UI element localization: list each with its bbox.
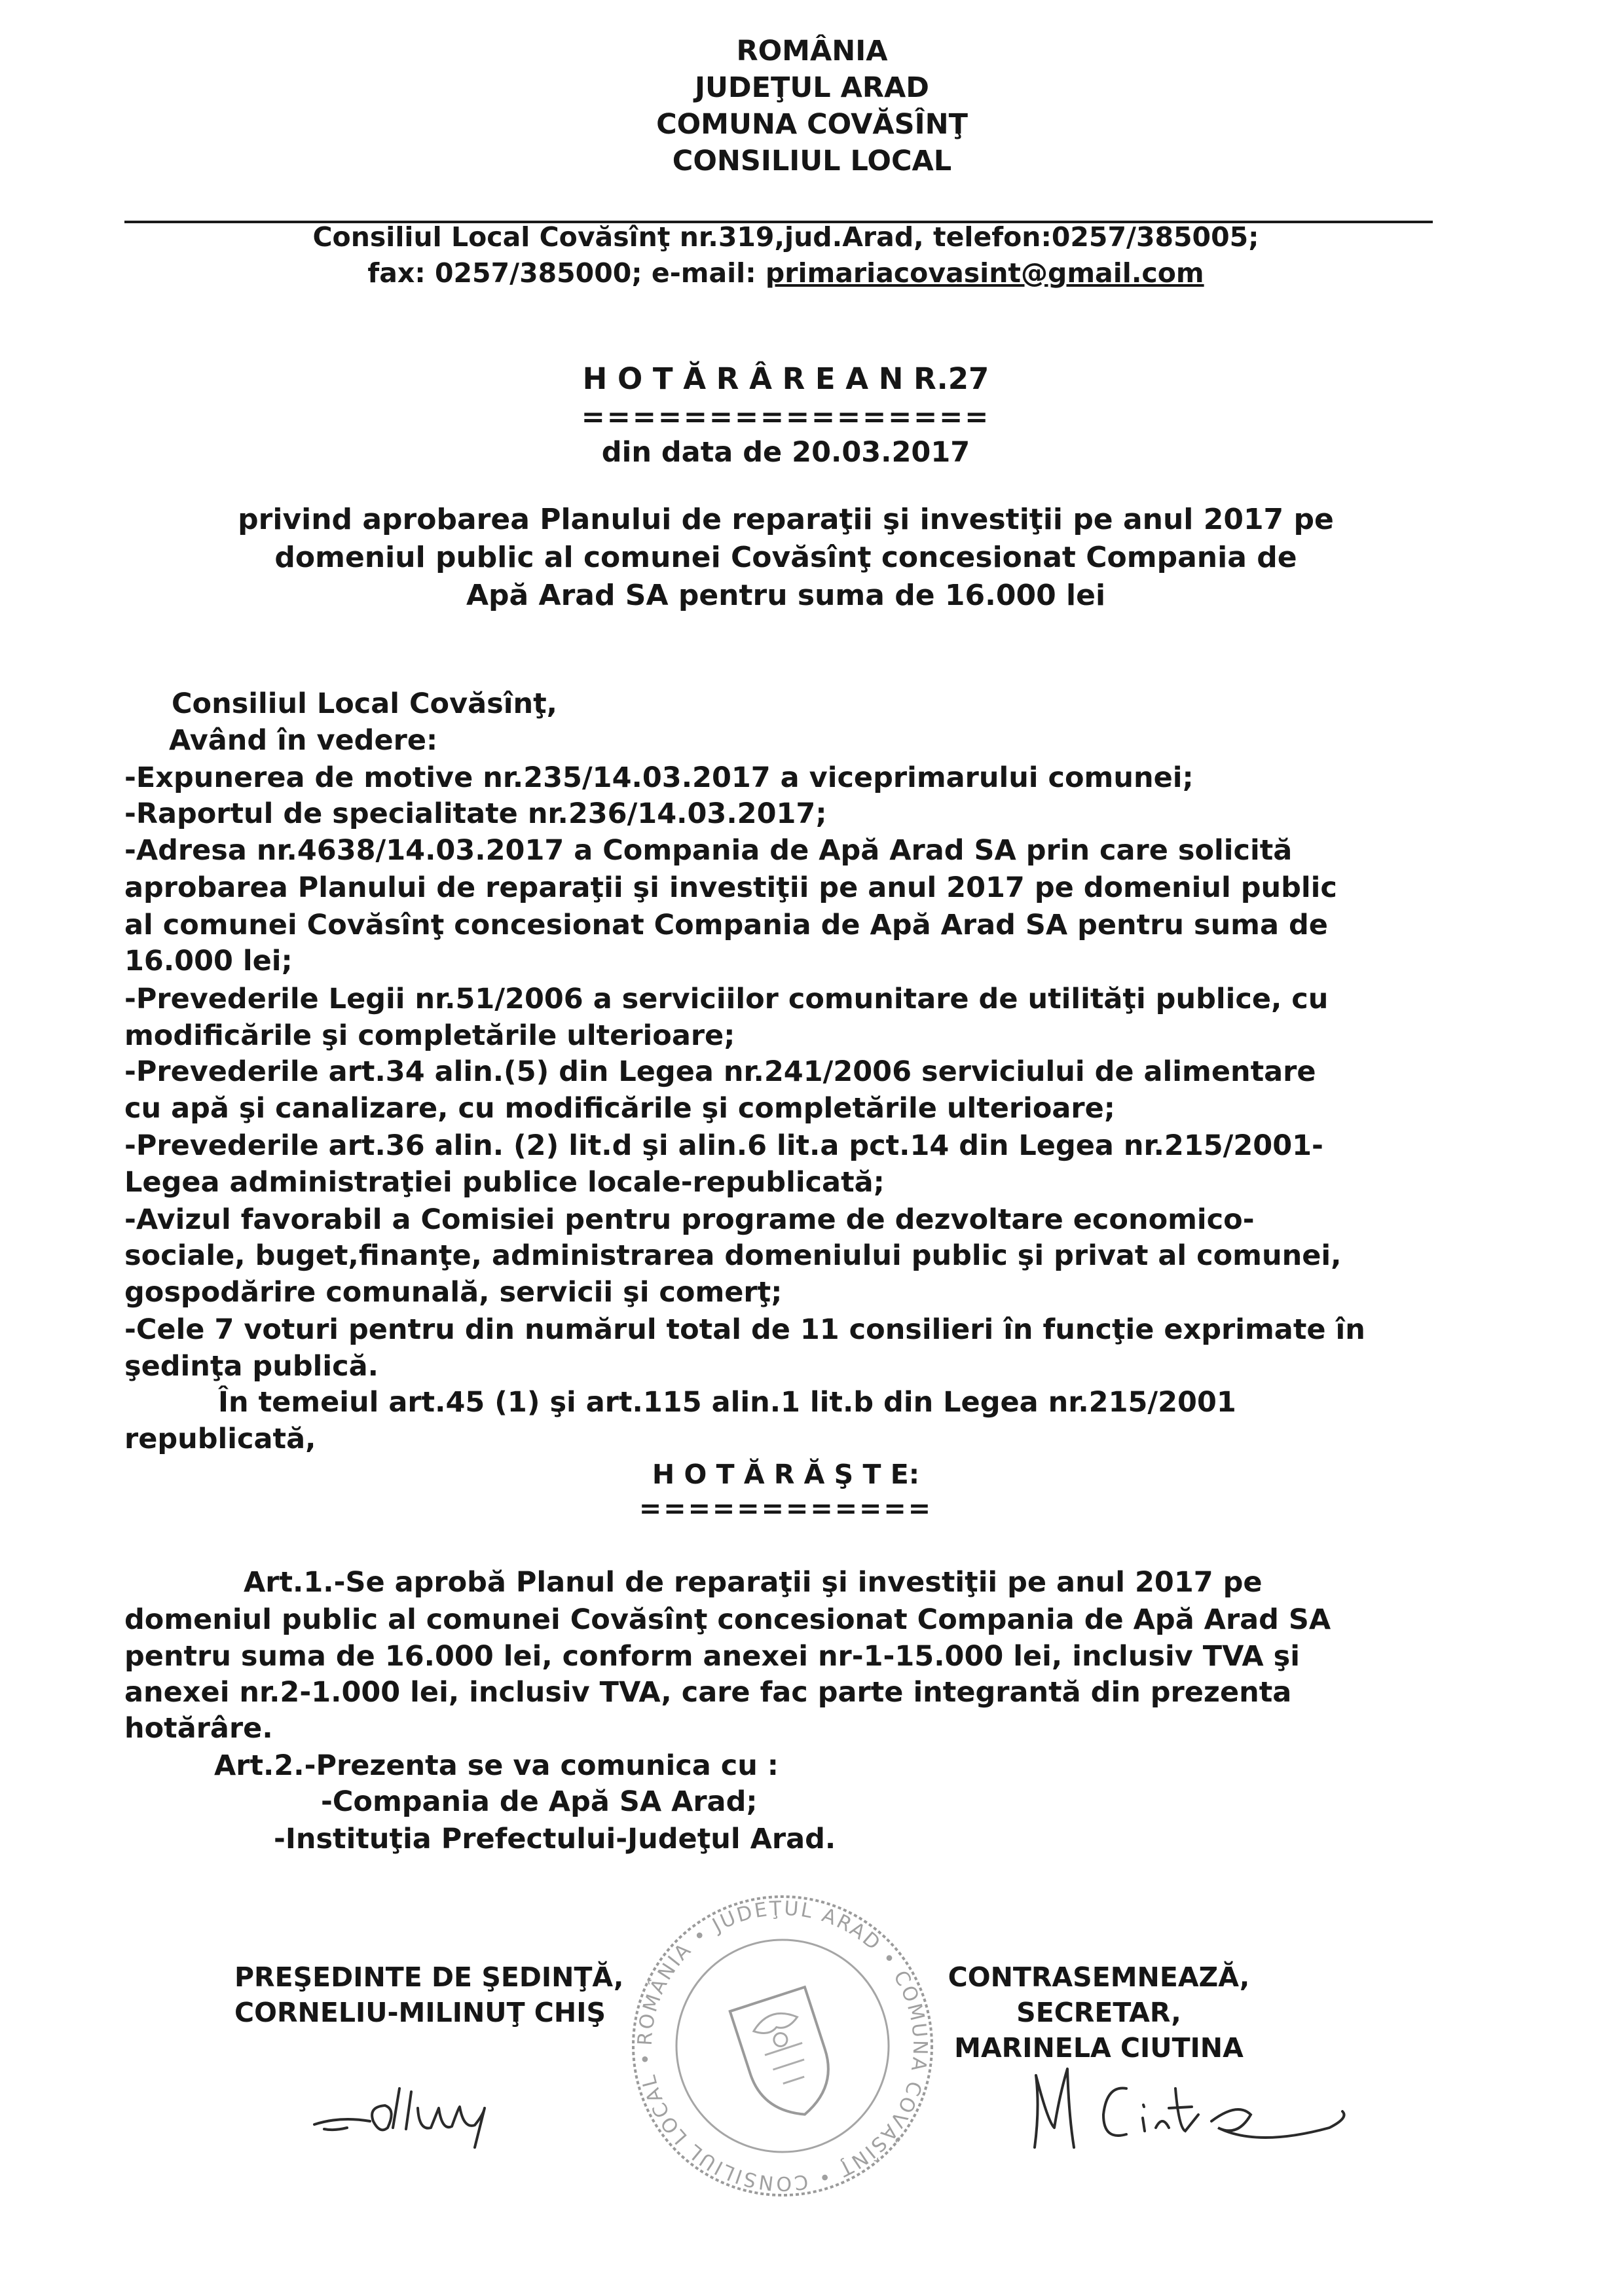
secretary-title: SECRETAR, xyxy=(1016,1997,1181,2028)
header-council: CONSILIUL LOCAL xyxy=(672,145,952,177)
president-handwritten-signature xyxy=(308,2069,557,2160)
title-underline: ================ xyxy=(581,401,991,433)
countersign-label: CONTRASEMNEAZĂ, xyxy=(948,1961,1250,1993)
secretary-name: MARINELA CIUTINA xyxy=(954,2032,1244,2064)
decision-date: din data de 20.03.2017 xyxy=(601,436,970,469)
header-county: JUDEŢUL ARAD xyxy=(695,71,929,104)
subject-line: privind aprobarea Planului de reparaţii şi investiţii pe anul 2017 pe xyxy=(238,503,1334,536)
art1-line: pentru suma de 16.000 lei, conform anexei nr-1-15.000 lei, inclusiv TVA şi xyxy=(124,1640,1301,1673)
preamble-line: -Prevederile art.36 alin. (2) lit.d şi alin.6 lit.a pct.14 din Legea nr.215/2001- xyxy=(124,1129,1323,1162)
secretary-handwritten-signature xyxy=(1022,2049,1362,2167)
decision-title: H O T Ă R Â R E A N R.27 xyxy=(582,361,989,396)
subject-line: domeniul public al comunei Covăsînţ concesionat Compania de xyxy=(274,541,1297,574)
preamble-line: gospodărire comunală, servicii şi comerţ; xyxy=(124,1276,783,1309)
preamble-line: cu apă şi canalizare, cu modificările şi completările ulterioare; xyxy=(124,1092,1115,1125)
subject-line: Apă Arad SA pentru suma de 16.000 lei xyxy=(466,579,1106,612)
preamble-line: al comunei Covăsînţ concesionat Compania de Apă Arad SA pentru suma de xyxy=(124,909,1328,941)
coat-of-arms-icon xyxy=(730,1987,842,2126)
preamble-line: -Adresa nr.4638/14.03.2017 a Compania de Apă Arad SA prin care solicită xyxy=(124,834,1293,867)
decides-title: H O T Ă R Ă Ş T E: xyxy=(652,1459,920,1490)
art1-line: anexei nr.2-1.000 lei, inclusiv TVA, care fac parte integrantă din prezenta xyxy=(124,1676,1292,1709)
preamble-line: -Cele 7 voturi pentru din numărul total de 11 consilieri în funcţie exprimate în xyxy=(124,1313,1365,1346)
preamble-line: -Expunerea de motive nr.235/14.03.2017 a viceprimarului comunei; xyxy=(124,761,1194,794)
art1-line: hotărâre. xyxy=(124,1712,273,1745)
preamble-line: -Prevederile Legii nr.51/2006 a serviciilor comunitare de utilităţi publice, cu xyxy=(124,983,1329,1015)
preamble-line: Legea administraţiei publice locale-republicată; xyxy=(124,1166,885,1199)
preamble-line: şedinţa publică. xyxy=(124,1350,378,1383)
header-commune: COMUNA COVĂSÎNŢ xyxy=(656,108,968,141)
official-stamp xyxy=(629,1892,936,2200)
decides-underline: ============ xyxy=(638,1493,933,1524)
contact-line-1: Consiliul Local Covăsînţ nr.319,jud.Arad, telefon:0257/385005; xyxy=(312,221,1259,253)
art1-line: domeniul public al comunei Covăsînţ concesionat Compania de Apă Arad SA xyxy=(124,1603,1331,1636)
considering-label: Având în vedere: xyxy=(169,724,438,757)
recipient-line: -Compania de Apă SA Arad; xyxy=(321,1785,758,1818)
contact-line-2 xyxy=(0,257,1572,289)
president-title: PREŞEDINTE DE ŞEDINŢĂ, xyxy=(234,1961,624,1993)
preamble-line: 16.000 lei; xyxy=(124,945,293,977)
header-country: ROMÂNIA xyxy=(736,35,888,67)
art1-line: Art.1.-Se aprobă Planul de reparaţii şi investiţii pe anul 2017 pe xyxy=(244,1566,1263,1599)
president-signature-block xyxy=(234,1959,624,2030)
preamble-line: -Raportul de specialitate nr.236/14.03.2017; xyxy=(124,797,827,830)
preamble-line: -Prevederile art.34 alin.(5) din Legea nr.241/2006 serviciului de alimentare xyxy=(124,1055,1316,1088)
preamble-line: sociale, buget,finanţe, administrarea domeniului public şi privat al comunei, xyxy=(124,1239,1342,1272)
preamble-line: -Avizul favorabil a Comisiei pentru programe de dezvoltare economico- xyxy=(124,1203,1255,1236)
preamble-line: aprobarea Planului de reparaţii şi investiţii pe anul 2017 pe domeniul public xyxy=(124,871,1337,904)
recipient-line: -Instituţia Prefectului-Judeţul Arad. xyxy=(274,1823,836,1855)
preamble-line: modificările şi completările ulterioare; xyxy=(124,1019,735,1052)
art2-line: Art.2.-Prezenta se va comunica cu : xyxy=(214,1749,779,1782)
letterhead xyxy=(0,33,1624,179)
contact-fax: fax: 0257/385000; e-mail: xyxy=(367,257,766,289)
president-name: CORNELIU-MILINUŢ CHIŞ xyxy=(234,1997,606,2028)
email-link[interactable]: primariacovasint@gmail.com xyxy=(765,257,1204,289)
legal-basis-line: În temeiul art.45 (1) şi art.115 alin.1 lit.b din Legea nr.215/2001 xyxy=(218,1386,1236,1419)
council-name: Consiliul Local Covăsînţ, xyxy=(172,687,557,720)
stamp-text: ROMÂNIA • JUDEŢUL ARAD • COMUNA COVĂSÎNŢ • CONSILIUL LOCAL • xyxy=(633,1897,932,2195)
legal-basis-line: republicată, xyxy=(124,1423,316,1455)
